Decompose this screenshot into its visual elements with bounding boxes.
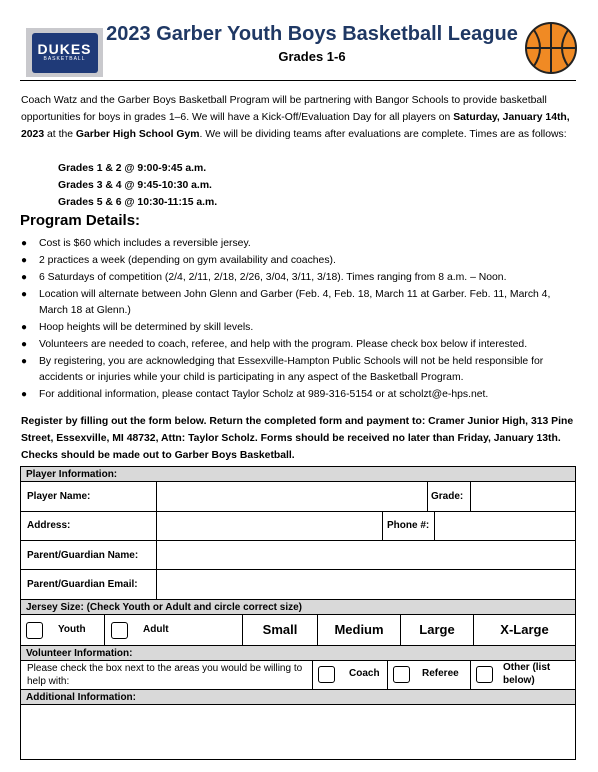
- player-name-field[interactable]: [157, 482, 427, 511]
- bullet-icon: ●: [21, 272, 28, 283]
- jersey-size-header: Jersey Size: (Check Youth or Adult and circle correct size): [21, 599, 575, 615]
- page-title: 2023 Garber Youth Boys Basketball League: [106, 23, 518, 45]
- grade-label: Grade:: [431, 491, 464, 502]
- bullet-icon: ●: [21, 238, 28, 249]
- bullet-icon: ●: [21, 255, 28, 266]
- dukes-logo: [26, 28, 103, 77]
- list-item-text: Volunteers are needed to coach, referee, and help with the program. Please check box below if interested.: [39, 339, 528, 350]
- referee-label: Referee: [422, 668, 459, 679]
- address-label: Address:: [27, 520, 71, 531]
- list-item: [20, 320, 576, 336]
- youth-checkbox[interactable]: [26, 622, 43, 639]
- list-item-text: 6 Saturdays of competition (2/4, 2/11, 2/18, 2/26, 3/04, 3/11, 3/18). Times ranging from 8 a.m. – Noon.: [39, 272, 507, 283]
- list-item-text: Location will alternate between John Glenn and Garber (Feb. 4, Feb. 18, March 11 at Garber. Feb. 11, March 4, March 18 at Glenn.): [39, 289, 551, 316]
- schedule-item: Grades 1 & 2 @ 9:00-9:45 a.m.: [58, 163, 207, 174]
- guardian-email-field[interactable]: [157, 570, 575, 599]
- form-divider: [312, 661, 313, 689]
- list-item: [20, 253, 576, 269]
- list-item: [20, 287, 576, 319]
- list-item: [20, 270, 576, 286]
- guardian-name-field[interactable]: [157, 541, 575, 569]
- logo-subtext: BASKETBALL: [43, 56, 86, 62]
- size-medium[interactable]: Medium: [334, 622, 384, 637]
- intro-text-at: at the: [44, 129, 76, 140]
- basketball-icon: [524, 21, 578, 75]
- intro-text-end: . We will be dividing teams after evaluations are complete. Times are as follows:: [199, 129, 567, 140]
- size-large[interactable]: Large: [419, 622, 455, 637]
- referee-checkbox[interactable]: [393, 666, 410, 683]
- header-divider: [20, 80, 576, 81]
- phone-label: Phone #:: [387, 520, 430, 531]
- list-item: [20, 236, 576, 252]
- player-name-label: Player Name:: [27, 491, 91, 502]
- schedule-item: Grades 5 & 6 @ 10:30-11:15 a.m.: [58, 197, 218, 208]
- coach-label: Coach: [349, 668, 380, 679]
- list-item-text: For additional information, please contact Taylor Scholz at 989-316-5154 or at scholzt@e-hps.net.: [39, 389, 489, 400]
- page-subtitle: Grades 1-6: [278, 49, 346, 64]
- phone-field[interactable]: [435, 512, 575, 540]
- registration-instructions: Register by filling out the form below. Return the completed form and payment to: Cramer Junior High, 313 Pine Street, Essexville, MI 48732, Attn: Taylor Scholz. Forms should be received no later than Friday, January 13th. Checks should be made out to Garber Boys Basketball.: [21, 416, 574, 461]
- list-item-text: By registering, you are acknowledging that Essexville-Hampton Public Schools will not be held responsible for accidents or injuries while your child is participating in any aspect of the Basketball Program.: [39, 356, 544, 383]
- size-small[interactable]: Small: [262, 622, 298, 637]
- list-item-text: 2 practices a week (depending on gym availability and coaches).: [39, 255, 336, 266]
- registration-form: [20, 466, 576, 760]
- kickoff-location: Garber High School Gym: [75, 129, 200, 140]
- bullet-icon: ●: [21, 339, 28, 350]
- logo-text: DUKES: [37, 41, 92, 57]
- kickoff-date: Saturday, January 14th, 2023: [21, 112, 570, 140]
- form-divider: [427, 482, 428, 511]
- bullet-icon: ●: [21, 356, 28, 367]
- player-info-header: Player Information:: [21, 467, 575, 482]
- list-item-text: Hoop heights will be determined by skill levels.: [39, 322, 254, 333]
- adult-label: Adult: [143, 624, 169, 635]
- form-divider: [104, 615, 105, 645]
- bullet-icon: ●: [21, 389, 28, 400]
- other-label: Other (list below): [503, 662, 551, 686]
- additional-info-header: Additional Information:: [21, 689, 575, 705]
- volunteer-prompt: Please check the box next to the areas you would be willing to help with:: [27, 663, 303, 687]
- additional-info-field[interactable]: [21, 705, 575, 759]
- coach-checkbox[interactable]: [318, 666, 335, 683]
- intro-text: Coach Watz and the Garber Boys Basketball Program will be partnering with Bangor Schools to provide basketball opportunities for boys in grades 1–6. We will have a Kick-Off/Evaluation Day for all players on: [21, 95, 547, 123]
- form-divider: [382, 511, 383, 540]
- program-details-list: [20, 236, 576, 404]
- logo-shield: [32, 33, 98, 73]
- size-x-large[interactable]: X-Large: [500, 622, 549, 637]
- schedule-item: Grades 3 & 4 @ 9:45-10:30 a.m.: [58, 180, 212, 191]
- grade-field[interactable]: [471, 482, 575, 511]
- bullet-icon: ●: [21, 322, 28, 333]
- volunteer-info-header: Volunteer Information:: [21, 645, 575, 661]
- guardian-name-label: Parent/Guardian Name:: [27, 550, 139, 561]
- list-item: [20, 387, 576, 403]
- youth-label: Youth: [58, 624, 86, 635]
- bullet-icon: ●: [21, 289, 28, 300]
- list-item: [20, 337, 576, 353]
- guardian-email-label: Parent/Guardian Email:: [27, 579, 138, 590]
- address-field[interactable]: [157, 512, 381, 540]
- list-item: [20, 354, 576, 386]
- program-details-heading: Program Details:: [20, 212, 141, 229]
- other-checkbox[interactable]: [476, 666, 493, 683]
- list-item-text: Cost is $60 which includes a reversible jersey.: [39, 238, 251, 249]
- adult-checkbox[interactable]: [111, 622, 128, 639]
- intro-paragraph: [21, 92, 577, 143]
- form-divider: [470, 661, 471, 689]
- form-divider: [387, 661, 388, 689]
